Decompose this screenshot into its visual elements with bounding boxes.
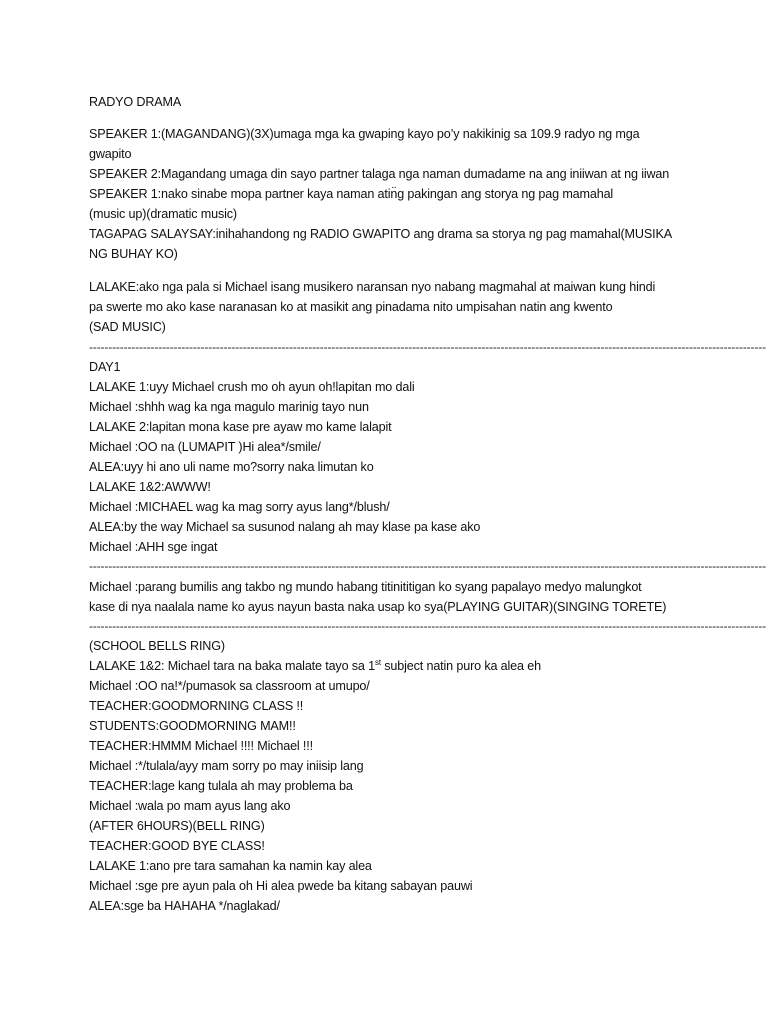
section-divider: --------------------------------------------------------------------------------------------------------------------------------------------------------------------------------	[89, 619, 766, 633]
script-line	[89, 656, 541, 676]
script-line: Michael :wala po mam ayus lang ako	[89, 799, 291, 813]
document-title: RADYO DRAMA	[89, 95, 182, 109]
stage-direction: (SCHOOL BELLS RING)	[89, 639, 225, 653]
script-line: STUDENTS:GOODMORNING MAM!!	[89, 719, 296, 733]
script-line: Michael :shhh wag ka nga magulo marinig tayo nun	[89, 400, 369, 414]
script-line: ALEA:uyy hi ano uli name mo?sorry naka limutan ko	[89, 460, 374, 474]
script-line: SPEAKER 2:Magandang umaga din sayo partner talaga nga naman dumadame na ang iniiwan at ng iiwan	[89, 167, 670, 181]
script-line: LALAKE:ako nga pala si Michael isang musikero naransan nyo nabang magmahal at maiwan kung hindi	[89, 280, 656, 294]
script-line: LALAKE 1:ano pre tara samahan ka namin kay alea	[89, 859, 372, 873]
script-line: LALAKE 2:lapitan mona kase pre ayaw mo kame lalapit	[89, 420, 392, 434]
script-line: SPEAKER 1:nako sinabe mopa partner kaya naman atin̈g pakingan ang storya ng pag mamahal	[89, 187, 614, 201]
script-line: (music up)(dramatic music)	[89, 207, 237, 221]
script-line: gwapito	[89, 147, 132, 161]
script-line: ALEA:by the way Michael sa susunod nalang ah may klase pa kase ako	[89, 520, 481, 534]
script-line: TEACHER:GOOD BYE CLASS!	[89, 839, 265, 853]
section-divider: --------------------------------------------------------------------------------------------------------------------------------------------------------------------------------	[89, 340, 766, 354]
script-line: kase di nya naalala name ko ayus nayun basta naka usap ko sya(PLAYING GUITAR)(SINGING TORETE)	[89, 600, 667, 614]
ordinal-suffix: st	[374, 658, 381, 667]
script-line: Michael :sge pre ayun pala oh Hi alea pwede ba kitang sabayan pauwi	[89, 879, 473, 893]
script-line: TEACHER:HMMM Michael !!!! Michael !!!	[89, 739, 313, 753]
stage-direction: (AFTER 6HOURS)(BELL RING)	[89, 819, 265, 833]
script-line: Michael :OO na (LUMAPIT )Hi alea*/smile/	[89, 440, 321, 454]
script-line: NG BUHAY KO)	[89, 247, 178, 261]
script-line: Michael :*/tulala/ayy mam sorry po may iniisip lang	[89, 759, 364, 773]
section-divider: --------------------------------------------------------------------------------------------------------------------------------------------------------------------------------	[89, 559, 766, 573]
script-line: LALAKE 1&2:AWWW!	[89, 480, 211, 494]
script-line: Michael :MICHAEL wag ka mag sorry ayus lang*/blush/	[89, 500, 390, 514]
script-line-text: LALAKE 1&2: Michael tara na baka malate tayo sa 1	[89, 659, 375, 673]
script-line: LALAKE 1:uyy Michael crush mo oh ayun oh!lapitan mo dali	[89, 380, 415, 394]
script-line: TEACHER:lage kang tulala ah may problema ba	[89, 779, 353, 793]
script-line: pa swerte mo ako kase naranasan ko at masikit ang pinadama nito umpisahan natin ang kwento	[89, 300, 613, 314]
script-line: Michael :AHH sge ingat	[89, 540, 218, 554]
script-line: SPEAKER 1:(MAGANDANG)(3X)umaga mga ka gwaping kayo po’y nakikinig sa 109.9 radyo ng mga	[89, 127, 640, 141]
script-line-text: subject natin puro ka alea eh	[380, 659, 541, 673]
script-line: ALEA:sge ba HAHAHA */naglakad/	[89, 899, 280, 913]
script-line: TEACHER:GOODMORNING CLASS !!	[89, 699, 304, 713]
day-heading: DAY1	[89, 360, 121, 374]
script-line: TAGAPAG SALAYSAY:inihahandong ng RADIO GWAPITO ang drama sa storya ng pag mamahal(MUSIKA	[89, 227, 672, 241]
script-line: (SAD MUSIC)	[89, 320, 166, 334]
script-line: Michael :parang bumilis ang takbo ng mundo habang titinititigan ko syang papalayo medyo malungkot	[89, 580, 642, 594]
script-line: Michael :OO na!*/pumasok sa classroom at umupo/	[89, 679, 370, 693]
